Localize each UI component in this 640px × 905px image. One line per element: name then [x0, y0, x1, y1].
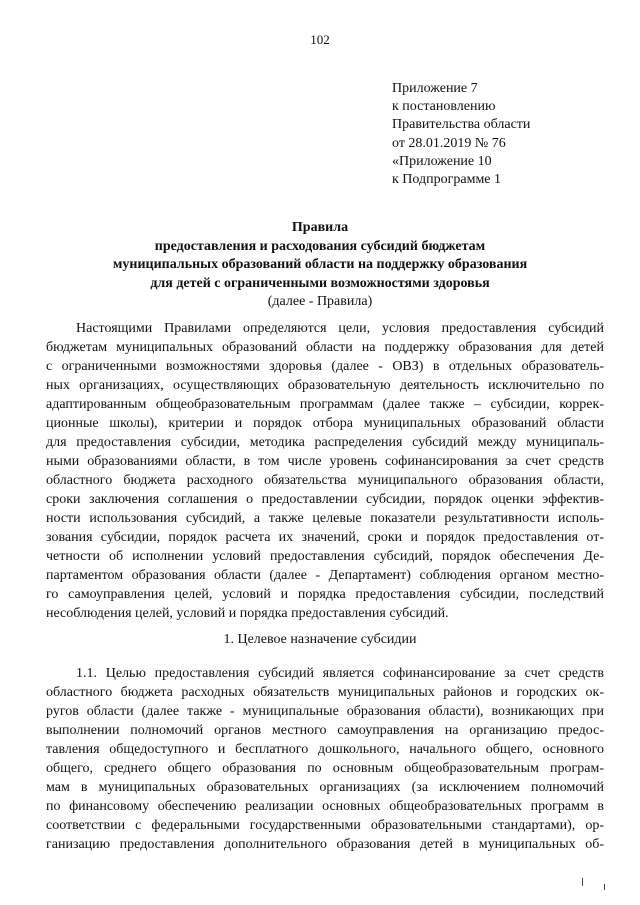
- title-line: предоставления и расходования субсидий бюджетам: [154, 238, 486, 254]
- title-line: муниципальных образований области на поддержку образования: [112, 257, 528, 272]
- section-line: по финансовому обеспечению реализации основных общеобразовательных программ в: [46, 799, 604, 814]
- section-line: ганизацию предоставления дополнительного образования детей в муниципальных об-: [46, 837, 604, 852]
- intro-line: ционные школы), критерии и порядок отбора муниципальных образований области: [46, 416, 604, 431]
- intro-line: ными образованиями области, в том числе уровень софинансирования за счет средств: [46, 454, 604, 469]
- intro-line: го самоуправления целей, условий и порядка предоставления субсидии, последствий: [46, 587, 604, 602]
- intro-line: сроки заключения соглашения о предоставлении субсидии, порядок оценки эффектив-: [46, 492, 604, 507]
- scan-mark: [604, 884, 605, 890]
- intro-line: ности использования субсидий, а также целевые показатели результативности исполь-: [46, 511, 604, 526]
- appendix-line: к Подпрограмме 1: [392, 172, 502, 188]
- intro-line: бюджетам муниципальных образований области на поддержку образования для детей: [46, 340, 604, 355]
- document-title: [0, 219, 640, 312]
- title-line: для детей с ограниченными возможностями здоровья: [150, 275, 490, 291]
- intro-line: с ограниченными возможностями здоровья (далее - ОВЗ) в отдельных образователь-: [46, 359, 604, 374]
- intro-line: для предоставления субсидии, методика распределения субсидий между муниципаль-: [46, 435, 604, 450]
- appendix-line: Приложение 7: [392, 81, 478, 96]
- section-line: выполнении полномочий органов местного самоуправления на организацию предос-: [46, 723, 604, 738]
- section-line: соответствии с федеральными государственными образовательными стандартами), ор-: [46, 818, 604, 833]
- intro-line: Настоящими Правилами определяются цели, условия предоставления субсидий: [76, 321, 604, 336]
- intro-line: несоблюдения целей, условий и порядка предоставления субсидий.: [46, 606, 449, 621]
- intro-line: четности об исполнении условий предоставления субсидий, порядок обеспечения Де-: [46, 549, 604, 564]
- section-heading: 1. Целевое назначение субсидии: [223, 632, 417, 647]
- appendix-line: от 28.01.2019 № 76: [392, 135, 506, 151]
- intro-line: ных организациях, осуществляющих образовательную деятельность исключительно по: [46, 378, 604, 393]
- appendix-line: к постановлению: [392, 99, 496, 115]
- section-line: мам в муниципальных образовательных организациях (за исключением полномочий: [46, 780, 604, 795]
- appendix-line: Правительства области: [392, 117, 531, 133]
- title-heading: Правила: [291, 220, 349, 235]
- scan-mark: [582, 878, 583, 886]
- intro-line: областного бюджета расходного обязательства муниципального образования области,: [46, 473, 604, 488]
- appendix-line: «Приложение 10: [392, 153, 492, 169]
- page-number: 102: [310, 32, 330, 47]
- section-line: тавления общедоступного и бесплатного дошкольного, начального общего, основного: [46, 742, 604, 757]
- intro-line: зования субсидии, порядок расчета их значений, сроки и порядок предоставления от-: [46, 530, 604, 545]
- section-line: областного бюджета расходных обязательств муниципальных районов и городских ок-: [46, 685, 604, 700]
- appendix-block: [392, 80, 530, 189]
- intro-line: адаптированным общеобразовательным программам (далее также – субсидии, коррек-: [46, 397, 604, 412]
- section-line: общего, среднего общего образования по основным общеобразовательным програм-: [46, 761, 604, 776]
- section-line: 1.1. Целью предоставления субсидий является софинансирование за счет средств: [76, 666, 604, 681]
- intro-line: партаментом образования области (далее - Департамент) соблюдения органом местно-: [46, 568, 604, 583]
- section-line: ругов области (далее также - муниципальные образования области), возникающих при: [46, 704, 604, 719]
- title-subtitle: (далее - Правила): [267, 294, 373, 309]
